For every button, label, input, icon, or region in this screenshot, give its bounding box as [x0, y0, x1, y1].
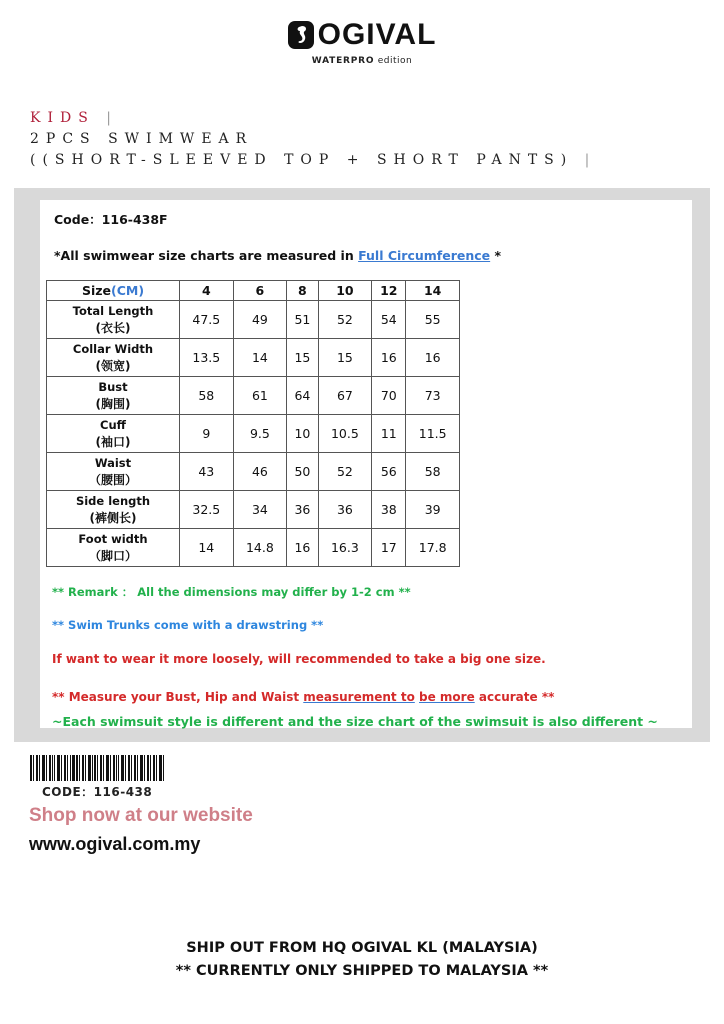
product-heading: [30, 108, 596, 171]
table-cell: 36: [287, 491, 318, 529]
table-cell: 64: [287, 377, 318, 415]
table-row: [47, 415, 460, 453]
table-cell: 15: [287, 339, 318, 377]
table-row: [47, 301, 460, 339]
remark-measure: ** Measure your Bust, Hip and Waist measurement to be more accurate **: [52, 690, 555, 704]
table-cell: 16: [372, 339, 406, 377]
remark-size-advice: If want to wear it more loosely, will recommended to take a big one size.: [52, 652, 546, 666]
size-col: 12: [372, 281, 406, 301]
size-header-label: Size(CM): [47, 281, 180, 301]
table-cell: 70: [372, 377, 406, 415]
table-row: [47, 339, 460, 377]
table-cell: 36: [318, 491, 372, 529]
table-cell: 9.5: [233, 415, 287, 453]
table-cell: 67: [318, 377, 372, 415]
table-cell: 32.5: [180, 491, 234, 529]
table-cell: 14.8: [233, 529, 287, 567]
size-chart-sheet: [40, 200, 692, 728]
row-label: Cuff (袖口): [47, 415, 180, 453]
table-cell: 38: [372, 491, 406, 529]
table-cell: 34: [233, 491, 287, 529]
table-cell: 43: [180, 453, 234, 491]
table-cell: 39: [406, 491, 460, 529]
table-cell: 46: [233, 453, 287, 491]
remark-style-difference: ~Each swimsuit style is different and the size chart of the swimsuit is also different ~: [52, 714, 658, 729]
table-cell: 14: [233, 339, 287, 377]
remark-dimensions: ** Remark ： All the dimensions may differ by 1-2 cm **: [52, 585, 411, 599]
row-label: Collar Width (领宽): [47, 339, 180, 377]
product-name: 2PCS SWIMWEAR: [30, 131, 254, 147]
table-cell: 58: [180, 377, 234, 415]
row-label: Side length (裤侧长): [47, 491, 180, 529]
size-table: [46, 280, 460, 567]
table-cell: 10: [287, 415, 318, 453]
table-cell: 55: [406, 301, 460, 339]
table-cell: 51: [287, 301, 318, 339]
table-cell: 56: [372, 453, 406, 491]
row-label: Total Length (衣长): [47, 301, 180, 339]
measurement-note: *All swimwear size charts are measured in Full Circumference *: [54, 248, 502, 263]
table-cell: 58: [406, 453, 460, 491]
row-label: Bust (胸围): [47, 377, 180, 415]
table-cell: 17: [372, 529, 406, 567]
table-cell: 13.5: [180, 339, 234, 377]
brand-subtitle: WATERPRO edition: [311, 56, 413, 66]
table-cell: 14: [180, 529, 234, 567]
table-cell: 61: [233, 377, 287, 415]
size-col: 6: [233, 281, 287, 301]
product-code: Code：116-438F: [54, 212, 168, 227]
table-cell: 11.5: [406, 415, 460, 453]
shipping-restriction: ** CURRENTLY ONLY SHIPPED TO MALAYSIA **: [175, 963, 549, 979]
table-row: [47, 529, 460, 567]
remark-drawstring: ** Swim Trunks come with a drawstring **: [52, 618, 324, 632]
product-category: KIDS |: [30, 110, 118, 126]
barcode-image: [30, 755, 164, 781]
size-col: 8: [287, 281, 318, 301]
size-header-row: [47, 281, 460, 301]
table-cell: 73: [406, 377, 460, 415]
table-cell: 47.5: [180, 301, 234, 339]
table-cell: 50: [287, 453, 318, 491]
size-col: 10: [318, 281, 372, 301]
barcode-code: CODE：116-438: [42, 785, 153, 799]
seahorse-logo-icon: [288, 21, 314, 49]
size-chart-panel: [14, 188, 710, 742]
table-cell: 52: [318, 453, 372, 491]
table-cell: 54: [372, 301, 406, 339]
size-col: 4: [180, 281, 234, 301]
product-description: ((SHORT-SLEEVED TOP + SHORT PANTS) |: [30, 152, 597, 168]
shipping-origin: SHIP OUT FROM HQ OGIVAL KL (MALAYSIA): [186, 940, 538, 956]
table-cell: 16: [406, 339, 460, 377]
website-link[interactable]: www.ogival.com.my: [29, 834, 201, 854]
brand-logo: [0, 20, 724, 66]
shop-tagline: Shop now at our website: [29, 805, 253, 826]
table-cell: 52: [318, 301, 372, 339]
table-cell: 9: [180, 415, 234, 453]
table-cell: 17.8: [406, 529, 460, 567]
table-row: [47, 453, 460, 491]
size-col: 14: [406, 281, 460, 301]
table-cell: 10.5: [318, 415, 372, 453]
brand-name: OGIVAL: [317, 18, 437, 51]
row-label: Waist （腰围）: [47, 453, 180, 491]
row-label: Foot width （脚口）: [47, 529, 180, 567]
table-row: [47, 491, 460, 529]
table-cell: 16: [287, 529, 318, 567]
table-cell: 15: [318, 339, 372, 377]
table-row: [47, 377, 460, 415]
table-cell: 11: [372, 415, 406, 453]
table-cell: 49: [233, 301, 287, 339]
table-cell: 16.3: [318, 529, 372, 567]
